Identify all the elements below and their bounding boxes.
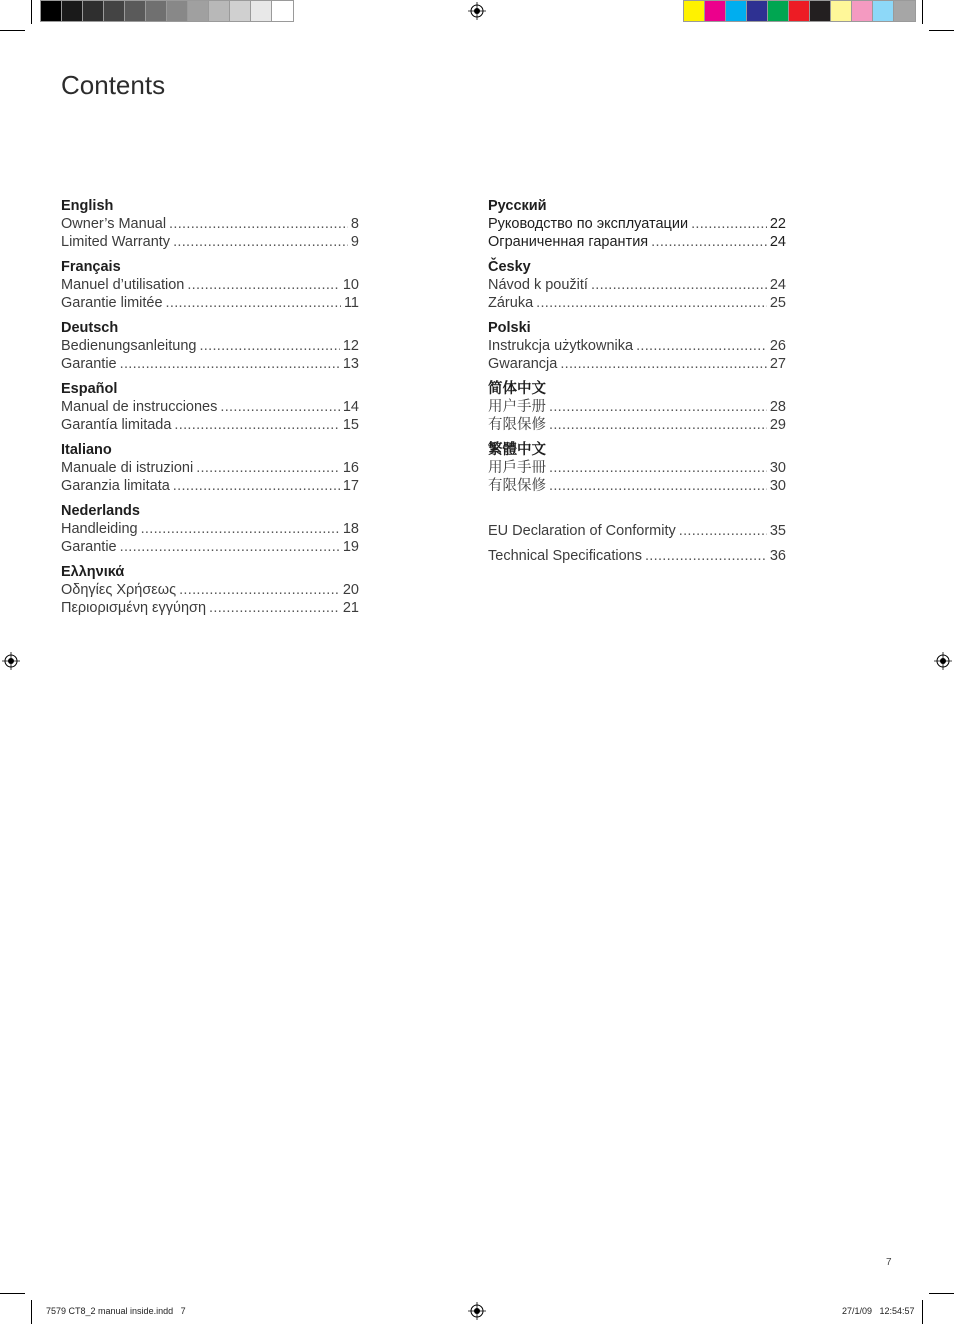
toc-entry-page: 26 [769,338,786,354]
color-swatch [188,1,209,21]
toc-entry-page: 22 [769,216,786,232]
color-swatch [83,1,104,21]
toc-entry-label: Manuel d’utilisation [61,277,185,293]
toc-entry-page: 9 [350,234,359,250]
toc-entry-label: Garanzia limitata [61,478,170,494]
crop-mark [31,1300,32,1324]
toc-entry-page: 30 [769,460,786,476]
toc-entry-label: Owner’s Manual [61,216,167,232]
crop-mark [929,30,954,31]
toc-leader-dots [166,294,341,312]
slug-filename: 7579 CT8_2 manual inside.indd 7 [46,1306,186,1316]
toc-section-heading: Italiano [61,442,112,458]
toc-entry-label: Záruka [488,295,534,311]
toc-entry-page: 30 [769,478,786,494]
toc-entry-page: 27 [769,356,786,372]
toc-section [61,502,359,556]
color-swatch [62,1,83,21]
toc-entry-label: Περιορισμένη εγγύηση [61,600,207,616]
grayscale-calibration-bar [40,0,294,22]
toc-entry[interactable] [61,538,359,556]
toc-section [488,380,786,434]
toc-entry-label: Руководство по эксплуатации [488,216,689,232]
toc-entry-label: Technical Specifications [488,548,642,564]
toc-entry[interactable] [488,355,786,373]
toc-leader-dots [645,547,767,565]
toc-entry-label: Garantie [61,356,117,372]
toc-entry-label: Garantie [61,539,117,555]
color-swatch [230,1,251,21]
toc-entry-label: 有限保修 [488,478,546,494]
toc-entry[interactable] [61,416,359,434]
toc-entry[interactable] [61,459,359,477]
toc-entry-label: Bedienungsanleitung [61,338,197,354]
toc-entry[interactable] [488,294,786,312]
toc-right-sections [488,197,786,495]
toc-section-heading: Español [61,381,118,397]
toc-entry[interactable] [61,520,359,538]
toc-entry[interactable] [488,215,786,233]
color-swatch [125,1,146,21]
toc-entry-label: Návod k použití [488,277,588,293]
toc-leader-dots [691,215,767,233]
crop-mark [0,1293,25,1294]
toc-entry[interactable] [488,459,786,477]
toc-section-heading: Česky [488,259,531,275]
toc-entry-page: 8 [350,216,359,232]
toc-entry[interactable] [61,355,359,373]
toc-section-heading: English [61,198,114,214]
crop-mark [31,0,32,24]
toc-entry[interactable] [488,522,786,540]
toc-entry-page: 19 [342,539,359,555]
toc-entry-page: 36 [769,548,786,564]
toc-entry[interactable] [61,477,359,495]
toc-leader-dots [120,538,340,556]
color-swatch [894,1,915,21]
toc-entry-label: 用戶手冊 [488,460,546,476]
toc-extra-entries [488,522,786,565]
toc-entry-label: Limited Warranty [61,234,171,250]
toc-entry-label: Handleiding [61,521,138,537]
color-swatch [167,1,188,21]
toc-section [61,197,359,251]
color-swatch [831,1,852,21]
toc-section [61,319,359,373]
color-swatch [272,1,293,21]
page-title: Contents [61,70,166,100]
toc-leader-dots [179,581,340,599]
toc-entry-page: 25 [769,295,786,311]
toc-entry-page: 16 [342,460,359,476]
crop-mark [0,30,25,31]
toc-section [488,441,786,495]
toc-entry-page: 24 [769,234,786,250]
toc-entry-label: Garantía limitada [61,417,172,433]
toc-section [61,563,359,617]
toc-leader-dots [651,233,767,251]
toc-section [488,197,786,251]
toc-section-heading: Nederlands [61,503,140,519]
color-swatch [726,1,747,21]
toc-entry[interactable] [61,581,359,599]
toc-section [488,319,786,373]
toc-entry-page: 29 [769,417,786,433]
toc-section-heading: Français [61,259,121,275]
toc-section-heading: Ελληνικά [61,564,125,580]
slug-datetime: 27/1/09 12:54:57 [842,1306,915,1316]
color-swatch [852,1,873,21]
toc-entry-label: Garantie limitée [61,295,163,311]
color-swatch [684,1,705,21]
toc-leader-dots [196,459,340,477]
toc-leader-dots [174,416,339,434]
toc-leader-dots [141,520,340,538]
toc-leader-dots [536,294,767,312]
toc-left-column [61,197,359,624]
crop-mark [922,1300,923,1324]
toc-leader-dots [187,276,340,294]
color-swatch [747,1,768,21]
toc-entry[interactable] [488,337,786,355]
crop-mark [922,0,923,24]
toc-entry-page: 24 [769,277,786,293]
registration-mark-icon [2,652,20,670]
toc-entry[interactable] [488,398,786,416]
toc-entry-label: Manual de instrucciones [61,399,218,415]
toc-entry[interactable] [488,276,786,294]
toc-entry[interactable] [61,599,359,617]
toc-entry-page: 11 [343,295,359,311]
color-swatch [146,1,167,21]
toc-entry[interactable] [61,276,359,294]
toc-entry[interactable] [61,233,359,251]
toc-section-heading: 繁體中文 [488,442,546,458]
color-swatch [873,1,894,21]
toc-leader-dots [549,459,767,477]
toc-leader-dots [209,599,340,617]
toc-entry[interactable] [61,337,359,355]
registration-mark-icon [468,2,486,20]
toc-section-heading: Polski [488,320,531,336]
toc-entry-label: Ограниченная гарантия [488,234,649,250]
toc-entry[interactable] [488,477,786,495]
registration-mark-icon [934,652,952,670]
toc-leader-dots [220,398,339,416]
toc-entry[interactable] [61,215,359,233]
toc-leader-dots [591,276,767,294]
toc-entry-page: 10 [342,277,359,293]
color-swatch [705,1,726,21]
toc-entry[interactable] [61,294,359,312]
toc-section-heading: Русский [488,198,547,214]
toc-entry[interactable] [488,233,786,251]
color-swatch [251,1,272,21]
color-swatch [41,1,62,21]
color-swatch [810,1,831,21]
toc-entry-page: 21 [342,600,359,616]
toc-entry-page: 17 [342,478,359,494]
toc-entry[interactable] [61,398,359,416]
color-swatch [768,1,789,21]
toc-entry-label: 有限保修 [488,417,546,433]
toc-leader-dots [549,416,767,434]
toc-right-column [488,197,786,572]
toc-entry-page: 28 [769,399,786,415]
color-calibration-bar [683,0,916,22]
toc-entry-label: Manuale di istruzioni [61,460,194,476]
color-swatch [104,1,125,21]
toc-entry-label: Instrukcja użytkownika [488,338,634,354]
toc-leader-dots [173,233,348,251]
crop-mark [929,1293,954,1294]
color-swatch [789,1,810,21]
registration-mark-icon [468,1302,486,1320]
toc-leader-dots [169,215,348,233]
toc-entry-page: 12 [342,338,359,354]
toc-leader-dots [549,477,767,495]
toc-entry-label: 用户手册 [488,399,546,415]
toc-section [61,258,359,312]
toc-entry-page: 35 [769,523,786,539]
color-swatch [209,1,230,21]
toc-entry-label: Οδηγίες Χρήσεως [61,582,177,598]
toc-entry-page: 14 [342,399,359,415]
toc-section [488,258,786,312]
toc-section-heading: 简体中文 [488,381,546,397]
toc-entry-page: 18 [342,521,359,537]
toc-entry-label: Gwarancja [488,356,558,372]
toc-leader-dots [679,522,767,540]
toc-entry-page: 20 [342,582,359,598]
toc-entry-label: EU Declaration of Conformity [488,523,676,539]
toc-entry[interactable] [488,416,786,434]
toc-leader-dots [199,337,339,355]
toc-leader-dots [120,355,340,373]
toc-leader-dots [560,355,767,373]
toc-entry-page: 15 [342,417,359,433]
page-number: 7 [886,1257,892,1268]
toc-leader-dots [173,477,340,495]
toc-leader-dots [636,337,767,355]
toc-entry[interactable] [488,547,786,565]
toc-section [61,380,359,434]
toc-entry-page: 13 [342,356,359,372]
toc-section-heading: Deutsch [61,320,119,336]
toc-leader-dots [549,398,767,416]
toc-section [61,441,359,495]
